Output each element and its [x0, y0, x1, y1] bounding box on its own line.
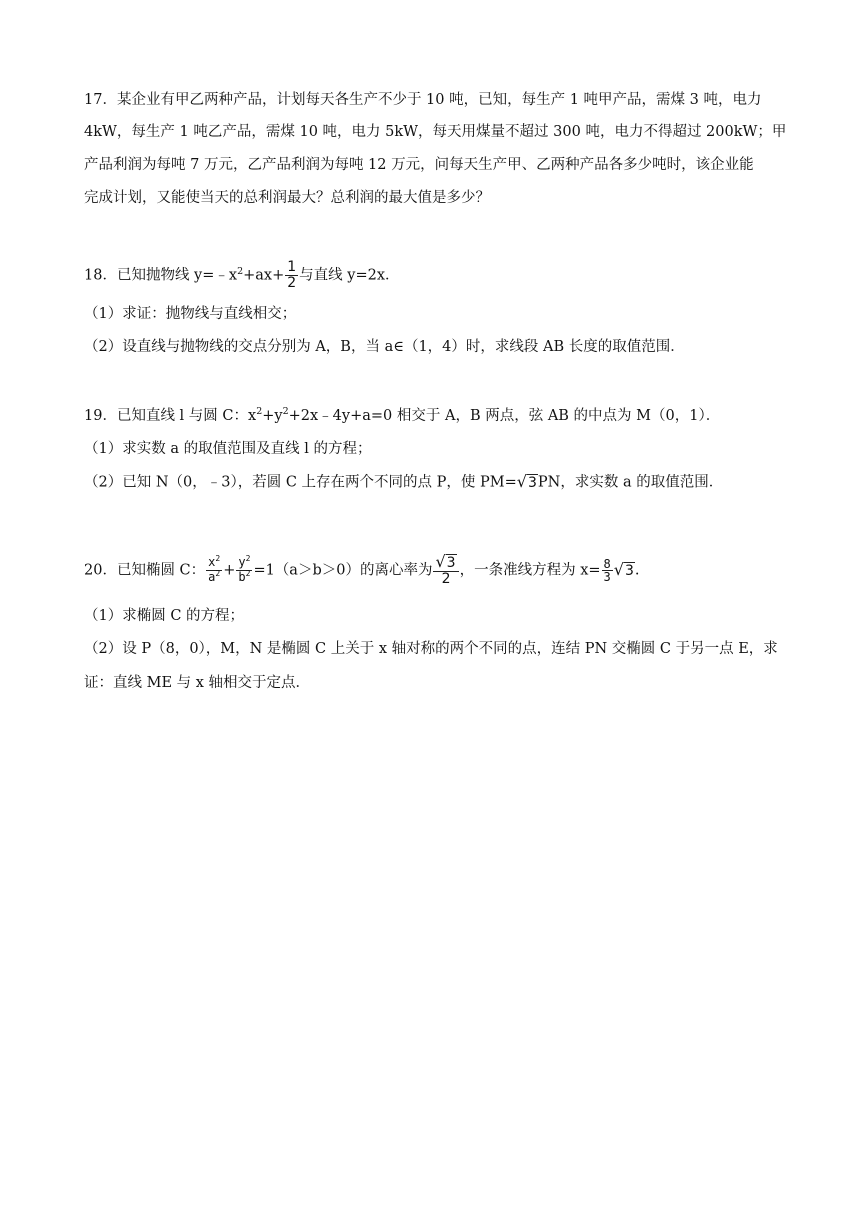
q19-stem	[84, 406, 720, 428]
q20-directrix-sqrt: √3	[613, 560, 634, 579]
q19-suffix: +2x﹣4y+a=0 相交于 A，B 两点，弦 AB 的中点为 M（0，1）．	[288, 408, 721, 424]
q20-stem	[84, 554, 640, 587]
q19-part2-prefix: （2）已知 N（0，﹣3），若圆 C 上存在两个不同的点 P，使 PM=	[84, 474, 517, 491]
q20-part-2-line-2: 证：直线 ME 与 x 轴相交于定点．	[84, 675, 311, 691]
q20-frac-x	[206, 556, 222, 585]
q20-part-1: （1）求椭圆 C 的方程；	[84, 608, 245, 624]
q20-f2-num-sup: 2	[245, 554, 251, 563]
q17-line-4: 完成计划，又能使当天的总利润最大？总利润的最大值是多少？	[84, 190, 490, 206]
q18-mid: +ax+	[243, 267, 285, 284]
q19-mid: +y	[262, 408, 283, 424]
q20-end: .	[634, 562, 640, 579]
q19-sqrt: √3	[516, 472, 537, 491]
q18-frac-num: 1	[287, 259, 297, 275]
q18-suffix: 与直线 y=2x．	[299, 267, 400, 284]
q18-sup: 2	[237, 265, 244, 277]
q20-mid: =1（a＞b＞0）的离心率为	[253, 562, 433, 579]
q18-stem	[84, 260, 400, 291]
q20-frac-y	[236, 556, 252, 585]
q20-f2-num: y	[238, 555, 246, 569]
q20-f1-den-sup: 2	[215, 569, 221, 578]
q20-directrix-frac	[602, 558, 613, 583]
q20-f1-num: x	[208, 555, 216, 569]
q20-prefix: 20．已知椭圆 C：	[84, 562, 206, 579]
q18-part-2: （2）设直线与抛物线的交点分别为 A，B，当 a∈（1，4）时，求线段 AB 长度的取值范围．	[84, 339, 685, 355]
q20-part-2-line-1: （2）设 P（8，0），M，N 是椭圆 C 上关于 x 轴对称的两个不同的点，连结 PN 交椭圆 C 于另一点 E，求	[84, 641, 778, 657]
q20-e-root: 3	[446, 555, 456, 571]
q20-x-den: 3	[603, 570, 611, 584]
q19-part-1: （1）求实数 a 的取值范围及直线 l 的方程；	[84, 441, 372, 457]
q19-sqrt-radicand: 3	[527, 475, 537, 491]
q20-f2-den: b	[238, 570, 246, 584]
q20-e-den: 2	[441, 571, 451, 587]
q18-fraction	[285, 260, 298, 291]
q20-f1-den: a	[208, 570, 216, 584]
q19-part2-suffix: PN，求实数 a 的取值范围．	[537, 474, 724, 491]
q19-part-2	[84, 472, 723, 493]
q17-line-2: 4kW，每生产 1 吨乙产品，需煤 10 吨，电力 5kW，每天用煤量不超过 300 吨，电力不得超过 200kW；甲	[84, 124, 787, 140]
q18-part-1: （1）求证：抛物线与直线相交；	[84, 306, 297, 322]
q20-x-root: 3	[624, 563, 634, 579]
q17-line-1: 17．某企业有甲乙两种产品，计划每天各生产不少于 10 吨，已知，每生产 1 吨甲产品，需煤 3 吨，电力	[84, 92, 762, 108]
q19-sup-2: 2	[282, 406, 289, 417]
q20-mid2: ，一条准线方程为 x=	[459, 562, 601, 579]
q17-line-3: 产品利润为每吨 7 万元，乙产品利润为每吨 12 万元，问每天生产甲、乙两种产品各多少吨时，该企业能	[84, 157, 754, 173]
q18-prefix: 18．已知抛物线 y=﹣x	[84, 267, 238, 284]
q19-prefix: 19．已知直线 l 与圆 C：x	[84, 408, 257, 424]
q20-plus: +	[223, 562, 236, 579]
q19-sup-1: 2	[256, 406, 263, 417]
q20-f2-den-sup: 2	[245, 569, 251, 578]
q20-eccentricity: $\frac{√3}{2}$	[433, 554, 458, 587]
q20-x-num: 8	[603, 557, 611, 571]
q20-f1-num-sup: 2	[215, 554, 221, 563]
q18-frac-den: 2	[287, 275, 297, 291]
